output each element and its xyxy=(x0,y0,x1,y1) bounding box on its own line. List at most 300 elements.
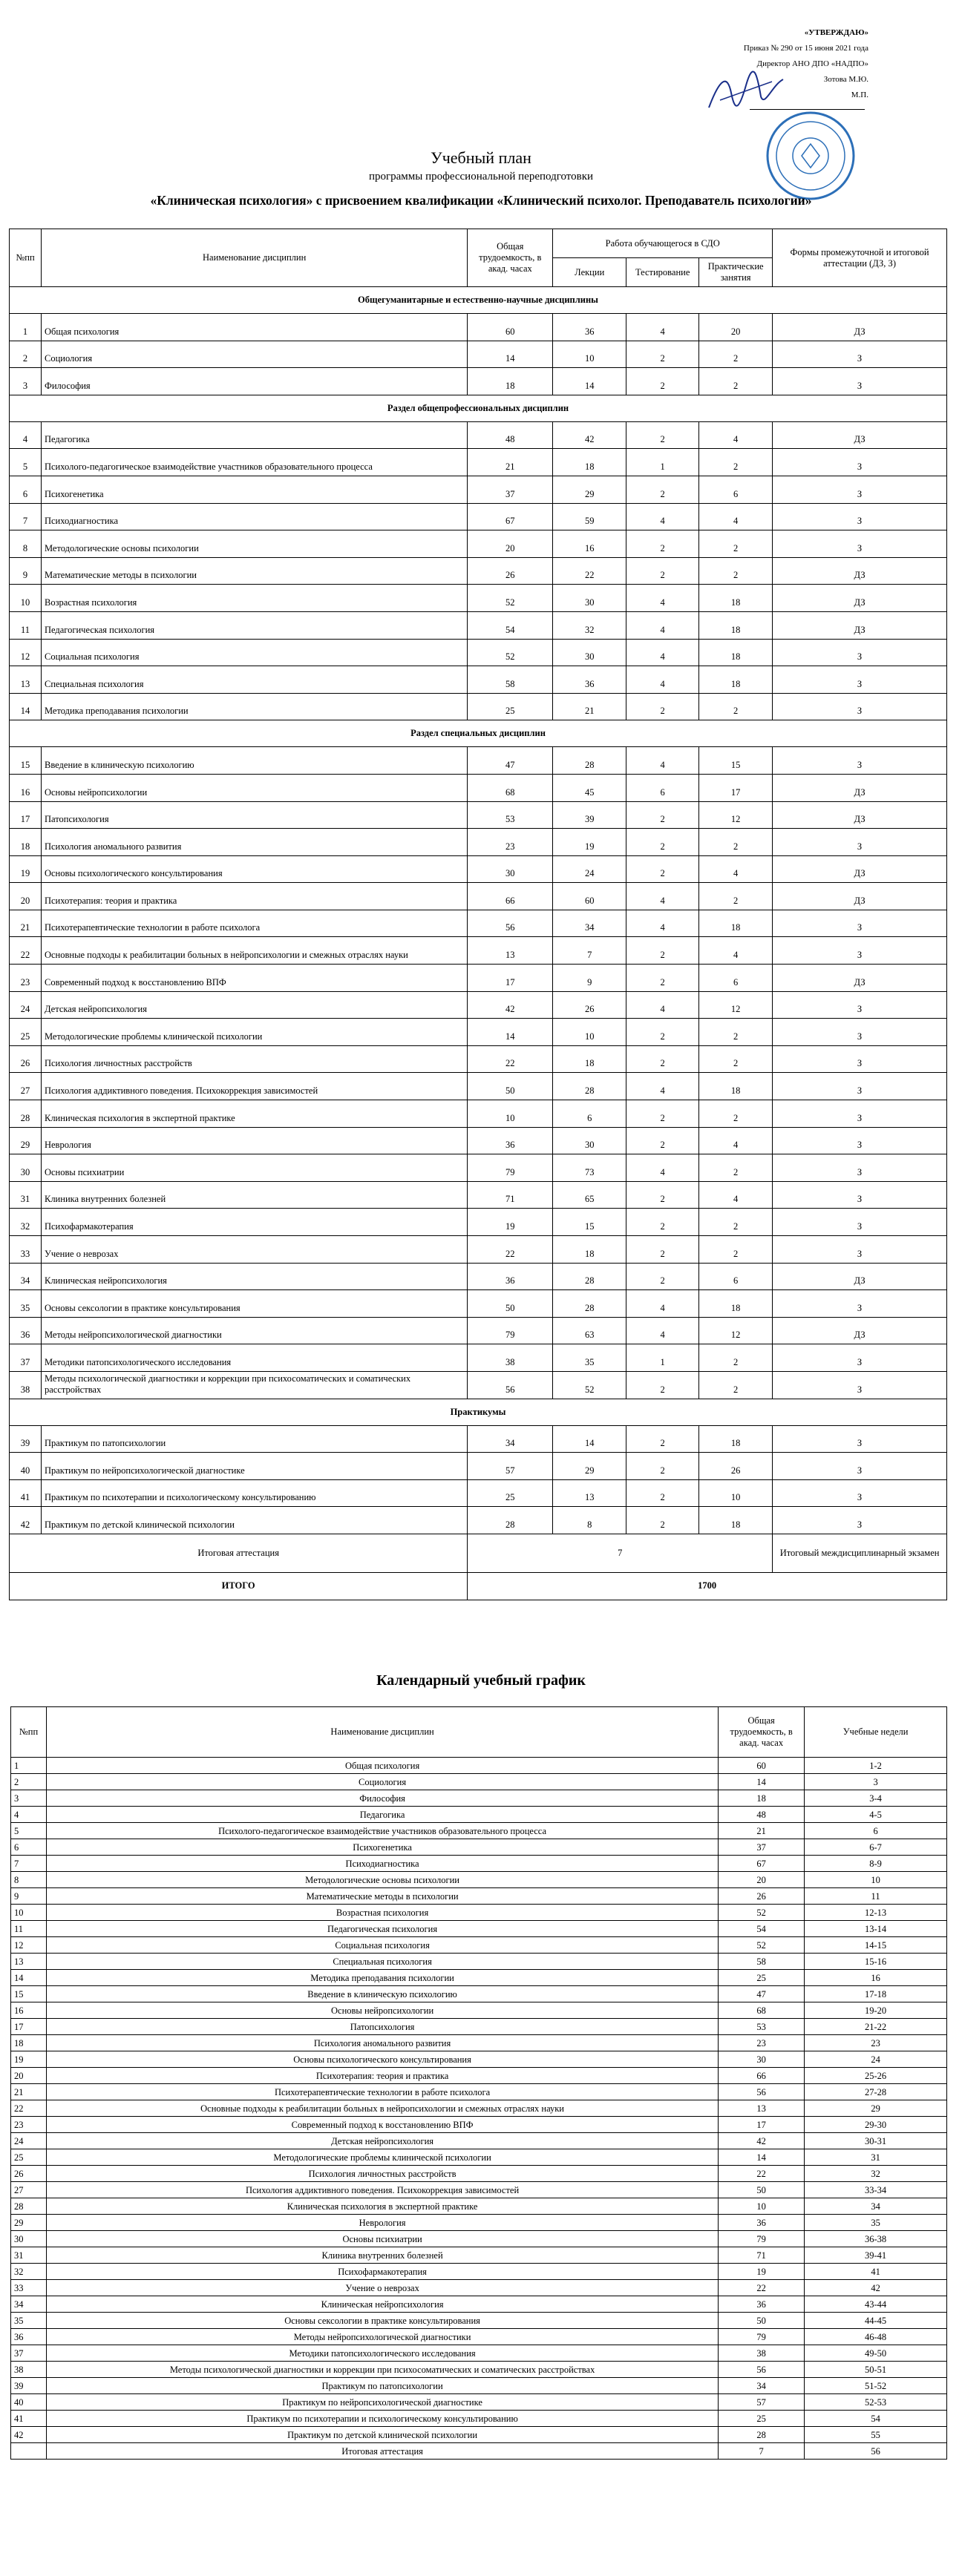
attestation-form: З xyxy=(773,1154,947,1182)
approval-mp: М.П. xyxy=(851,91,868,99)
lecture-hours: 24 xyxy=(553,855,626,883)
study-weeks: 10 xyxy=(805,1872,947,1888)
row-number: 8 xyxy=(10,530,42,558)
total-hours: 38 xyxy=(719,2345,805,2362)
table-row xyxy=(10,611,947,639)
testing-hours: 4 xyxy=(626,883,699,910)
table-row xyxy=(10,449,947,476)
lecture-hours: 28 xyxy=(553,1073,626,1100)
table-row xyxy=(11,1937,947,1954)
row-number: 11 xyxy=(10,611,42,639)
practical-hours: 15 xyxy=(699,747,773,775)
total-hours: 22 xyxy=(468,1236,553,1264)
row-number: 4 xyxy=(11,1807,47,1823)
total-hours: 52 xyxy=(719,1937,805,1954)
attestation-form: З xyxy=(773,476,947,503)
row-number: 2 xyxy=(10,341,42,368)
row-number: 37 xyxy=(10,1344,42,1372)
study-weeks: 41 xyxy=(805,2264,947,2280)
table-row xyxy=(11,2117,947,2133)
attestation-form: ДЗ xyxy=(773,585,947,612)
section-title: Практикумы xyxy=(10,1399,947,1425)
row-number: 40 xyxy=(11,2394,47,2411)
row-number: 23 xyxy=(10,965,42,992)
total-hours: 54 xyxy=(468,611,553,639)
study-weeks: 50-51 xyxy=(805,2362,947,2378)
table-row xyxy=(10,747,947,775)
practical-hours: 4 xyxy=(699,1127,773,1154)
practical-hours: 18 xyxy=(699,666,773,694)
table-row xyxy=(10,991,947,1019)
final-attestation-value: 7 xyxy=(468,1534,773,1572)
table-row xyxy=(10,829,947,856)
total-hours: 57 xyxy=(468,1453,553,1480)
study-weeks: 12-13 xyxy=(805,1905,947,1921)
table-row xyxy=(10,1425,947,1453)
lecture-hours: 15 xyxy=(553,1209,626,1236)
total-hours: 21 xyxy=(719,1823,805,1839)
testing-hours: 2 xyxy=(626,557,699,585)
table-row xyxy=(11,1970,947,1986)
table-row xyxy=(11,1921,947,1937)
table-row xyxy=(11,2345,947,2362)
table-row xyxy=(11,1758,947,1774)
total-hours: 7 xyxy=(719,2443,805,2460)
practical-hours: 2 xyxy=(699,557,773,585)
table-row xyxy=(11,2411,947,2427)
section-row xyxy=(10,395,947,421)
discipline-name: Математические методы в психологии xyxy=(46,1888,718,1905)
table-row xyxy=(10,1263,947,1290)
testing-hours: 2 xyxy=(626,1045,699,1073)
discipline-name: Педагогика xyxy=(41,421,467,449)
attestation-form: З xyxy=(773,1181,947,1209)
practical-hours: 12 xyxy=(699,801,773,829)
table-row xyxy=(11,2313,947,2329)
col-header-practical: Практические занятия xyxy=(699,258,773,287)
discipline-name: Практикум по психотерапии и психологическому консультированию xyxy=(46,2411,718,2427)
section-row xyxy=(10,1399,947,1425)
total-hours: 79 xyxy=(468,1154,553,1182)
attestation-form: З xyxy=(773,1425,947,1453)
attestation-form: З xyxy=(773,991,947,1019)
table-row xyxy=(11,2378,947,2394)
row-number: 36 xyxy=(10,1317,42,1344)
section-row xyxy=(10,720,947,747)
total-hours: 48 xyxy=(468,421,553,449)
discipline-name: Психодиагностика xyxy=(46,1856,718,1872)
lecture-hours: 45 xyxy=(553,774,626,801)
practical-hours: 18 xyxy=(699,1425,773,1453)
discipline-name: Основы сексологии в практике консультирования xyxy=(46,2313,718,2329)
discipline-name: Психотерапия: теория и практика xyxy=(41,883,467,910)
approval-order: Приказ № 290 от 15 июня 2021 года xyxy=(743,44,868,53)
row-number: 13 xyxy=(10,666,42,694)
section-title: Общегуманитарные и естественно-научные дисциплины xyxy=(10,287,947,314)
testing-hours: 4 xyxy=(626,503,699,530)
table-row xyxy=(10,1344,947,1372)
table-row xyxy=(11,2051,947,2068)
total-hours: 37 xyxy=(468,476,553,503)
table-row xyxy=(11,1856,947,1872)
table-row xyxy=(10,1181,947,1209)
practical-hours: 4 xyxy=(699,937,773,965)
lecture-hours: 60 xyxy=(553,883,626,910)
total-hours: 22 xyxy=(468,1045,553,1073)
table-row xyxy=(10,774,947,801)
total-hours: 53 xyxy=(468,801,553,829)
attestation-form: З xyxy=(773,1344,947,1372)
row-number: 15 xyxy=(11,1986,47,2002)
practical-hours: 2 xyxy=(699,1209,773,1236)
discipline-name: Практикум по психотерапии и психологическому консультированию xyxy=(41,1479,467,1507)
discipline-name: Педагогическая психология xyxy=(41,611,467,639)
discipline-name: Патопсихология xyxy=(46,2019,718,2035)
discipline-name: Методы психологической диагностики и коррекции при психосоматических и соматических расстройствах xyxy=(41,1371,467,1399)
discipline-name: Методики патопсихологического исследования xyxy=(46,2345,718,2362)
attestation-form: З xyxy=(773,1209,947,1236)
attestation-form: ДЗ xyxy=(773,1317,947,1344)
total-hours: 13 xyxy=(719,2100,805,2117)
practical-hours: 2 xyxy=(699,883,773,910)
row-number: 34 xyxy=(10,1263,42,1290)
practical-hours: 18 xyxy=(699,611,773,639)
total-hours: 60 xyxy=(468,314,553,341)
testing-hours: 2 xyxy=(626,530,699,558)
discipline-name: Общая психология xyxy=(46,1758,718,1774)
study-weeks: 14-15 xyxy=(805,1937,947,1954)
section-title: Раздел общепрофессиональных дисциплин xyxy=(10,395,947,421)
row-number: 21 xyxy=(10,910,42,937)
discipline-name: Учение о неврозах xyxy=(46,2280,718,2296)
discipline-name: Философия xyxy=(41,368,467,395)
discipline-name: Социальная психология xyxy=(46,1937,718,1954)
lecture-hours: 65 xyxy=(553,1181,626,1209)
approval-director: Директор АНО ДПО «НАДПО» xyxy=(756,59,868,68)
col-header-num: №пп xyxy=(10,229,42,287)
study-weeks: 4-5 xyxy=(805,1807,947,1823)
discipline-name: Психология аномального развития xyxy=(41,829,467,856)
lecture-hours: 52 xyxy=(553,1371,626,1399)
total-hours: 67 xyxy=(719,1856,805,1872)
row-number: 22 xyxy=(10,937,42,965)
study-weeks: 34 xyxy=(805,2198,947,2215)
table-row xyxy=(11,2019,947,2035)
practical-hours: 2 xyxy=(699,1019,773,1046)
attestation-form: З xyxy=(773,530,947,558)
row-number: 26 xyxy=(10,1045,42,1073)
row-number: 5 xyxy=(11,1823,47,1839)
table-row xyxy=(10,639,947,666)
row-number: 23 xyxy=(11,2117,47,2133)
row-number: 3 xyxy=(11,1790,47,1807)
final-attestation-label: Итоговая аттестация xyxy=(10,1534,468,1572)
table-row xyxy=(10,1317,947,1344)
total-hours: 68 xyxy=(468,774,553,801)
approval-name: Зотова М.Ю. xyxy=(823,75,868,84)
practical-hours: 6 xyxy=(699,1263,773,1290)
total-hours: 19 xyxy=(719,2264,805,2280)
total-hours: 60 xyxy=(719,1758,805,1774)
discipline-name: Детская нейропсихология xyxy=(41,991,467,1019)
col-header-lectures: Лекции xyxy=(553,258,626,287)
discipline-name: Итоговая аттестация xyxy=(46,2443,718,2460)
study-weeks: 52-53 xyxy=(805,2394,947,2411)
total-hours: 79 xyxy=(719,2231,805,2247)
testing-hours: 4 xyxy=(626,666,699,694)
testing-hours: 2 xyxy=(626,368,699,395)
final-attestation-form: Итоговый междисциплинарный экзамен xyxy=(773,1534,947,1572)
table-row xyxy=(11,2002,947,2019)
col-header-testing: Тестирование xyxy=(626,258,699,287)
row-number: 7 xyxy=(11,1856,47,1872)
row-number: 21 xyxy=(11,2084,47,2100)
table-row xyxy=(10,557,947,585)
row-number: 27 xyxy=(10,1073,42,1100)
discipline-name: Практикум по детской клинической психологии xyxy=(46,2427,718,2443)
lecture-hours: 30 xyxy=(553,585,626,612)
lecture-hours: 22 xyxy=(553,557,626,585)
table-row xyxy=(11,1807,947,1823)
discipline-name: Методологические основы психологии xyxy=(46,1872,718,1888)
plan-subtitle: программы профессиональной переподготовки xyxy=(368,171,594,183)
row-number: 29 xyxy=(11,2215,47,2231)
study-weeks: 19-20 xyxy=(805,2002,947,2019)
total-hours: 50 xyxy=(719,2182,805,2198)
study-weeks: 8-9 xyxy=(805,1856,947,1872)
total-label: ИТОГО xyxy=(10,1572,468,1600)
study-weeks: 49-50 xyxy=(805,2345,947,2362)
discipline-name: Практикум по нейропсихологической диагностике xyxy=(46,2394,718,2411)
attestation-form: З xyxy=(773,341,947,368)
practical-hours: 6 xyxy=(699,476,773,503)
table-row xyxy=(11,1839,947,1856)
table-row xyxy=(10,883,947,910)
attestation-form: З xyxy=(773,1236,947,1264)
practical-hours: 2 xyxy=(699,1100,773,1128)
attestation-form: З xyxy=(773,449,947,476)
discipline-name: Современный подход к восстановлению ВПФ xyxy=(41,965,467,992)
table-row xyxy=(11,2182,947,2198)
lecture-hours: 73 xyxy=(553,1154,626,1182)
testing-hours: 2 xyxy=(626,693,699,720)
testing-hours: 2 xyxy=(626,1100,699,1128)
practical-hours: 18 xyxy=(699,1290,773,1318)
study-weeks: 46-48 xyxy=(805,2329,947,2345)
row-number: 2 xyxy=(11,1774,47,1790)
practical-hours: 12 xyxy=(699,1317,773,1344)
table-row xyxy=(11,2035,947,2051)
study-weeks: 23 xyxy=(805,2035,947,2051)
discipline-name: Методологические проблемы клинической психологии xyxy=(41,1019,467,1046)
testing-hours: 2 xyxy=(626,1263,699,1290)
attestation-form: З xyxy=(773,693,947,720)
practical-hours: 6 xyxy=(699,965,773,992)
study-weeks: 29-30 xyxy=(805,2117,947,2133)
discipline-name: Социология xyxy=(46,1774,718,1790)
attestation-form: З xyxy=(773,1479,947,1507)
lecture-hours: 14 xyxy=(553,1425,626,1453)
testing-hours: 4 xyxy=(626,991,699,1019)
study-weeks: 27-28 xyxy=(805,2084,947,2100)
study-weeks: 16 xyxy=(805,1970,947,1986)
attestation-form: З xyxy=(773,1019,947,1046)
lecture-hours: 34 xyxy=(553,910,626,937)
row-number: 15 xyxy=(10,747,42,775)
study-weeks: 21-22 xyxy=(805,2019,947,2035)
testing-hours: 4 xyxy=(626,1317,699,1344)
lecture-hours: 7 xyxy=(553,937,626,965)
table-row xyxy=(11,2329,947,2345)
table-row xyxy=(11,2296,947,2313)
table-row xyxy=(10,1073,947,1100)
discipline-name: Психотерапевтические технологии в работе психолога xyxy=(41,910,467,937)
total-hours: 36 xyxy=(719,2215,805,2231)
attestation-form: З xyxy=(773,910,947,937)
total-hours: 26 xyxy=(719,1888,805,1905)
table-row xyxy=(10,530,947,558)
testing-hours: 2 xyxy=(626,1127,699,1154)
total-hours: 17 xyxy=(468,965,553,992)
cal-header-name: Наименование дисциплин xyxy=(46,1707,718,1758)
cal-header-weeks: Учебные недели xyxy=(805,1707,947,1758)
attestation-form: З xyxy=(773,829,947,856)
lecture-hours: 18 xyxy=(553,449,626,476)
lecture-hours: 29 xyxy=(553,476,626,503)
attestation-form: ДЗ xyxy=(773,557,947,585)
lecture-hours: 14 xyxy=(553,368,626,395)
total-hours: 67 xyxy=(468,503,553,530)
table-row xyxy=(10,1209,947,1236)
table-row xyxy=(11,2133,947,2149)
row-number: 25 xyxy=(10,1019,42,1046)
practical-hours: 2 xyxy=(699,1045,773,1073)
practical-hours: 4 xyxy=(699,855,773,883)
row-number: 6 xyxy=(11,1839,47,1856)
row-number: 36 xyxy=(11,2329,47,2345)
table-row xyxy=(10,1479,947,1507)
attestation-form: З xyxy=(773,1507,947,1534)
testing-hours: 4 xyxy=(626,1073,699,1100)
lecture-hours: 42 xyxy=(553,421,626,449)
practical-hours: 2 xyxy=(699,449,773,476)
study-weeks: 25-26 xyxy=(805,2068,947,2084)
row-number: 11 xyxy=(11,1921,47,1937)
total-hours: 50 xyxy=(468,1290,553,1318)
total-hours: 20 xyxy=(719,1872,805,1888)
discipline-name: Социальная психология xyxy=(41,639,467,666)
study-weeks: 33-34 xyxy=(805,2182,947,2198)
table-row xyxy=(11,1872,947,1888)
lecture-hours: 18 xyxy=(553,1236,626,1264)
lecture-hours: 32 xyxy=(553,611,626,639)
study-weeks: 11 xyxy=(805,1888,947,1905)
row-number: 18 xyxy=(11,2035,47,2051)
practical-hours: 4 xyxy=(699,1181,773,1209)
discipline-name: Основы психологического консультирования xyxy=(46,2051,718,2068)
attestation-form: З xyxy=(773,747,947,775)
study-weeks: 29 xyxy=(805,2100,947,2117)
row-number: 17 xyxy=(11,2019,47,2035)
discipline-name: Основные подходы к реабилитации больных в нейропсихологии и смежных отраслях науки xyxy=(46,2100,718,2117)
discipline-name: Практикум по нейропсихологической диагностике xyxy=(41,1453,467,1480)
table-row xyxy=(11,1790,947,1807)
practical-hours: 4 xyxy=(699,421,773,449)
discipline-name: Специальная психология xyxy=(46,1954,718,1970)
table-row xyxy=(11,1774,947,1790)
discipline-name: Психолого-педагогическое взаимодействие участников образовательного процесса xyxy=(41,449,467,476)
discipline-name: Социология xyxy=(41,341,467,368)
total-hours: 19 xyxy=(468,1209,553,1236)
discipline-name: Методологические основы психологии xyxy=(41,530,467,558)
total-hours: 26 xyxy=(468,557,553,585)
discipline-name: Методики патопсихологического исследования xyxy=(41,1344,467,1372)
study-weeks: 6-7 xyxy=(805,1839,947,1856)
practical-hours: 26 xyxy=(699,1453,773,1480)
total-hours: 66 xyxy=(719,2068,805,2084)
practical-hours: 17 xyxy=(699,774,773,801)
total-hours: 20 xyxy=(468,530,553,558)
attestation-form: З xyxy=(773,937,947,965)
lecture-hours: 30 xyxy=(553,1127,626,1154)
discipline-name: Психотерапия: теория и практика xyxy=(46,2068,718,2084)
total-hours: 25 xyxy=(719,2411,805,2427)
table-row xyxy=(11,2166,947,2182)
lecture-hours: 35 xyxy=(553,1344,626,1372)
lecture-hours: 26 xyxy=(553,991,626,1019)
testing-hours: 2 xyxy=(626,1209,699,1236)
row-number: 29 xyxy=(10,1127,42,1154)
lecture-hours: 10 xyxy=(553,1019,626,1046)
program-name: «Клиническая психология» с присвоением квалификации «Клинический психолог. Преподаватель психологии» xyxy=(150,193,812,208)
row-number: 1 xyxy=(10,314,42,341)
total-hours: 25 xyxy=(719,1970,805,1986)
total-hours: 42 xyxy=(719,2133,805,2149)
study-weeks: 44-45 xyxy=(805,2313,947,2329)
attestation-form: З xyxy=(773,639,947,666)
discipline-name: Клиника внутренних болезней xyxy=(46,2247,718,2264)
total-hours: 52 xyxy=(468,585,553,612)
study-weeks: 43-44 xyxy=(805,2296,947,2313)
row-number: 14 xyxy=(11,1970,47,1986)
discipline-name: Клиническая нейропсихология xyxy=(41,1263,467,1290)
practical-hours: 20 xyxy=(699,314,773,341)
testing-hours: 2 xyxy=(626,1479,699,1507)
total-hours: 47 xyxy=(719,1986,805,2002)
study-weeks: 17-18 xyxy=(805,1986,947,2002)
lecture-hours: 59 xyxy=(553,503,626,530)
lecture-hours: 30 xyxy=(553,639,626,666)
table-row xyxy=(11,2264,947,2280)
table-row xyxy=(11,2231,947,2247)
lecture-hours: 36 xyxy=(553,314,626,341)
total-hours: 22 xyxy=(719,2166,805,2182)
row-number: 20 xyxy=(10,883,42,910)
row-number: 22 xyxy=(11,2100,47,2117)
total-hours: 14 xyxy=(719,1774,805,1790)
study-weeks: 15-16 xyxy=(805,1954,947,1970)
row-number: 19 xyxy=(11,2051,47,2068)
attestation-form: З xyxy=(773,1371,947,1399)
testing-hours: 2 xyxy=(626,937,699,965)
total-hours: 36 xyxy=(468,1263,553,1290)
row-number: 10 xyxy=(10,585,42,612)
testing-hours: 2 xyxy=(626,421,699,449)
study-weeks: 32 xyxy=(805,2166,947,2182)
total-hours: 52 xyxy=(468,639,553,666)
attestation-form: З xyxy=(773,1045,947,1073)
total-hours: 10 xyxy=(719,2198,805,2215)
